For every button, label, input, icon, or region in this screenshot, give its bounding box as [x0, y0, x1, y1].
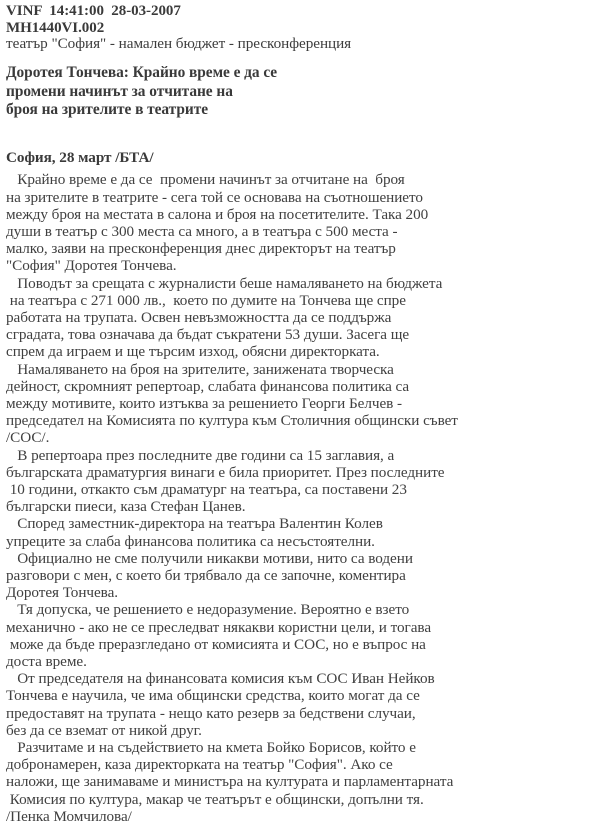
headline-block	[6, 64, 594, 119]
body-line: без да се вземат от никой друг.	[6, 721, 202, 739]
body-line: между мотивите, които изтъква за решението Георги Белчев -	[6, 394, 403, 412]
body-line: малко, заяви на пресконференция днес директорът на театър	[6, 240, 396, 258]
headline-line-3: броя на зрителите в театрите	[6, 100, 208, 118]
dateline-block	[6, 149, 594, 166]
body-line: /СОС/.	[6, 429, 50, 447]
body-line: добронамерен, каза директорката на театър "София". Ако се	[6, 756, 393, 774]
slug-line: театър "София" - намален бюджет - пресконференция	[6, 35, 352, 53]
body-line: между броя на местата в салона и броя на посетителите. Така 200	[6, 205, 429, 223]
wire-id-line: MH1440VI.002	[6, 19, 105, 36]
article-body	[6, 171, 594, 808]
headline-line-2: промени начинът за отчитане на	[6, 82, 233, 100]
body-line: В репертоара през последните две години са 15 заглавия, а	[6, 446, 395, 464]
body-line: Тя допуска, че решението е недоразумение. Вероятно е взето	[6, 601, 410, 619]
body-line: 10 години, откакто съм драматург на театъра, са поставени 23	[6, 480, 407, 498]
body-line: механично - ако не се преследват някакви користни цели, и тогава	[6, 618, 432, 636]
body-line: сградата, това означава да бъдат съкратени 53 души. Засега ще	[6, 326, 410, 344]
body-line: може да бъде преразгледано от комисията и СОС, но е въпрос на	[6, 635, 426, 653]
body-line: доста време.	[6, 653, 87, 670]
byline-block	[6, 808, 594, 825]
body-line: спрем да играем и ще търсим изход, обясни директорката.	[6, 343, 380, 361]
body-line: председател на Комисията по култура към Столичния общински съвет	[6, 412, 458, 430]
body-line: българската драматургия винаги е била приоритет. През последните	[6, 463, 445, 481]
wire-meta-block	[6, 3, 594, 36]
body-line: Доротея Тончева.	[6, 584, 119, 602]
body-line: наложи, ще занимаваме и министъра на културата и парламентарната	[6, 773, 454, 791]
body-line: души в театър с 300 места са много, а в театъра с 500 места -	[6, 222, 398, 240]
headline-line-1: Доротея Тончева: Крайно време е да се	[6, 64, 278, 82]
slug-line-block	[6, 36, 594, 53]
body-line: От председателя на финансовата комисия към СОС Иван Нейков	[6, 670, 435, 688]
body-line: на зрителите в театрите - сега той се основава на съотношението	[6, 188, 423, 206]
body-line: Крайно време е да се промени начинът за отчитане на броя	[6, 171, 405, 189]
body-line: Официално не сме получили никакви мотиви, нито са водени	[6, 549, 413, 567]
body-line: на театъра с 271 000 лв., което по думите на Тончева ще спре	[6, 291, 406, 309]
body-line: Тончева е научила, че има общински средства, които могат да се	[6, 687, 420, 705]
body-line: дейност, скромният репертоар, слабата финансова политика са	[6, 377, 410, 395]
body-line: упреците за слаба финансова политика са несъстоятелни.	[6, 532, 375, 550]
body-line: български пиеси, каза Стефан Цанев.	[6, 498, 246, 516]
body-line: предоставят на трупата - нещо като резерв за бедствени случаи,	[6, 704, 416, 722]
body-line: разговори с мен, с което би трябвало да се започне, коментира	[6, 566, 406, 584]
body-line: Комисия по култура, макар че театърът е общински, допълни тя.	[6, 790, 424, 808]
dateline: София, 28 март /БТА/	[6, 149, 154, 167]
body-line: Според заместник-директора на театъра Валентин Колев	[6, 515, 383, 533]
body-line: Намаляването на броя на зрителите, занижената творческа	[6, 360, 394, 378]
body-line: работата на трупата. Освен невъзможността да се поддържа	[6, 308, 392, 326]
body-line: Поводът за срещата с журналисти беше намаляването на бюджета	[6, 274, 443, 292]
body-line: "София" Доротея Тончева.	[6, 257, 177, 275]
wire-timestamp-line: VINF 14:41:00 28-03-2007	[6, 3, 181, 19]
byline: /Пенка Момчилова/	[6, 807, 132, 825]
body-line: Разчитаме и на съдействието на кмета Бойко Борисов, който е	[6, 739, 416, 757]
